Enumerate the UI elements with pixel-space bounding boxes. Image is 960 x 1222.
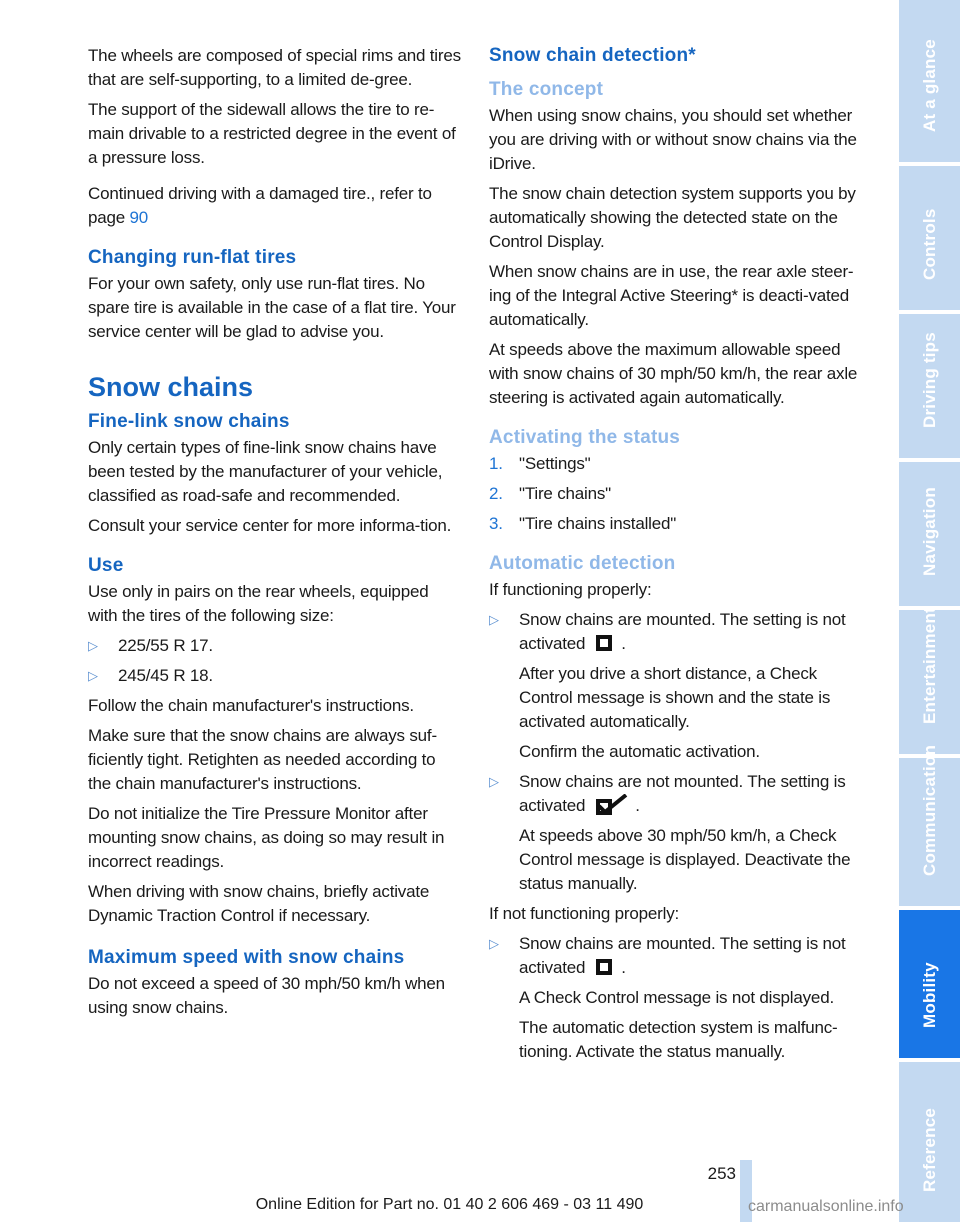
tab-reference[interactable]: Reference bbox=[899, 1062, 960, 1222]
paragraph: Follow the chain manufacturer's instructions. bbox=[88, 696, 414, 715]
heading-concept: The concept bbox=[489, 79, 604, 100]
heading-use: Use bbox=[88, 555, 124, 576]
bullet-icon: ▷ bbox=[489, 612, 499, 627]
paragraph: Do not initialize the Tire Pressure Monitor after mounting snow chains, as doing so may result in incorrect readings. bbox=[88, 804, 445, 871]
heading-automatic: Automatic detection bbox=[489, 553, 676, 574]
paragraph: Use only in pairs on the rear wheels, equipped with the tires of the following size: bbox=[88, 582, 429, 625]
step-number: 2. bbox=[489, 484, 503, 503]
paragraph: The wheels are composed of special rims and tires that are self-supporting, to a limited de-gree. bbox=[88, 46, 461, 89]
sub-paragraph: At speeds above 30 mph/50 km/h, a Check Control message is displayed. Deactivate the status manually. bbox=[519, 826, 851, 893]
tab-at-a-glance[interactable]: At a glance bbox=[899, 0, 960, 162]
bullet-icon: ▷ bbox=[489, 774, 499, 789]
right-column bbox=[489, 44, 863, 1070]
tab-entertainment[interactable]: Entertainment bbox=[899, 610, 960, 754]
checkbox-unchecked-icon bbox=[593, 958, 615, 976]
tab-controls[interactable]: Controls bbox=[899, 166, 960, 310]
list-item: ▷ Snow chains are not mounted. The setting is activated . bbox=[489, 772, 846, 815]
chapter-sidebar bbox=[899, 0, 960, 1222]
step-number: 1. bbox=[489, 454, 503, 473]
heading-activating: Activating the status bbox=[489, 427, 681, 448]
paragraph: The support of the sidewall allows the tire to re-main drivable to a restricted degree in the event of a pressure loss. bbox=[88, 100, 456, 167]
heading-run-flat: Changing run-flat tires bbox=[88, 247, 297, 268]
page-link[interactable]: 90 bbox=[129, 208, 149, 227]
checkbox-unchecked-icon bbox=[593, 634, 615, 652]
checkbox-checked-icon bbox=[593, 794, 629, 816]
paragraph: If not functioning properly: bbox=[489, 904, 680, 923]
heading-snow-chains: Snow chains bbox=[88, 372, 254, 402]
paragraph: When driving with snow chains, briefly activate Dynamic Traction Control if necessary. bbox=[88, 882, 430, 925]
step-item: 3. "Tire chains installed" bbox=[489, 512, 863, 536]
list-item: ▷ 225/55 R 17. bbox=[88, 634, 462, 658]
paragraph: When using snow chains, you should set whether you are driving with or without snow chains via the iDrive. bbox=[489, 106, 857, 173]
heading-fine-link: Fine-link snow chains bbox=[88, 411, 290, 432]
tab-mobility[interactable]: Mobility bbox=[899, 910, 960, 1058]
list-item: ▷ Snow chains are mounted. The setting is not activated . bbox=[489, 934, 846, 977]
tab-communication[interactable]: Communication bbox=[899, 758, 960, 906]
sub-paragraph: After you drive a short distance, a Check Control message is shown and the state is activated automatically. bbox=[519, 664, 831, 731]
sub-paragraph: A Check Control message is not displayed. bbox=[519, 988, 834, 1007]
paragraph: When snow chains are in use, the rear axle steer-ing of the Integral Active Steering* is deacti-vated automatically. bbox=[489, 262, 854, 329]
left-column bbox=[88, 44, 462, 1026]
tab-driving-tips[interactable]: Driving tips bbox=[899, 314, 960, 458]
paragraph: Do not exceed a speed of 30 mph/50 km/h when using snow chains. bbox=[88, 974, 445, 1017]
step-item: 1. "Settings" bbox=[489, 452, 863, 476]
paragraph: Consult your service center for more informa-tion. bbox=[88, 516, 452, 535]
heading-detection: Snow chain detection* bbox=[489, 45, 696, 66]
tab-navigation[interactable]: Navigation bbox=[899, 462, 960, 606]
paragraph: The snow chain detection system supports you by automatically showing the detected state on the Control Display. bbox=[489, 184, 856, 251]
paragraph: Only certain types of fine-link snow chains have been tested by the manufacturer of your vehicle, classified as road-safe and recommended. bbox=[88, 438, 443, 505]
sub-paragraph: Confirm the automatic activation. bbox=[519, 742, 760, 761]
paragraph: Continued driving with a damaged tire., refer to page 90 bbox=[88, 184, 432, 227]
bullet-icon: ▷ bbox=[489, 936, 499, 951]
step-item: 2. "Tire chains" bbox=[489, 482, 863, 506]
footer-edition: Online Edition for Part no. 01 40 2 606 469 - 03 11 490 bbox=[255, 1196, 644, 1213]
sub-paragraph: The automatic detection system is malfunc-tioning. Activate the status manually. bbox=[519, 1018, 838, 1061]
heading-max-speed: Maximum speed with snow chains bbox=[88, 947, 405, 968]
page-number: 253 bbox=[707, 1164, 736, 1183]
step-number: 3. bbox=[489, 514, 503, 533]
bullet-icon: ▷ bbox=[88, 668, 98, 683]
paragraph: At speeds above the maximum allowable speed with snow chains of 30 mph/50 km/h, the rear axle steering is activated again automatically. bbox=[489, 340, 858, 407]
paragraph: Make sure that the snow chains are always suf-ficiently tight. Retighten as needed according to the chain manufacturer's instructions. bbox=[88, 726, 437, 793]
bullet-icon: ▷ bbox=[88, 638, 98, 653]
watermark: carmanualsonline.info bbox=[748, 1198, 904, 1215]
paragraph: If functioning properly: bbox=[489, 580, 652, 599]
list-item: ▷ Snow chains are mounted. The setting is not activated . bbox=[489, 610, 846, 653]
list-item: ▷ 245/45 R 18. bbox=[88, 664, 462, 688]
paragraph: For your own safety, only use run-flat tires. No spare tire is available in the case of a flat tire. Your service center will be glad to advise you. bbox=[88, 274, 456, 341]
